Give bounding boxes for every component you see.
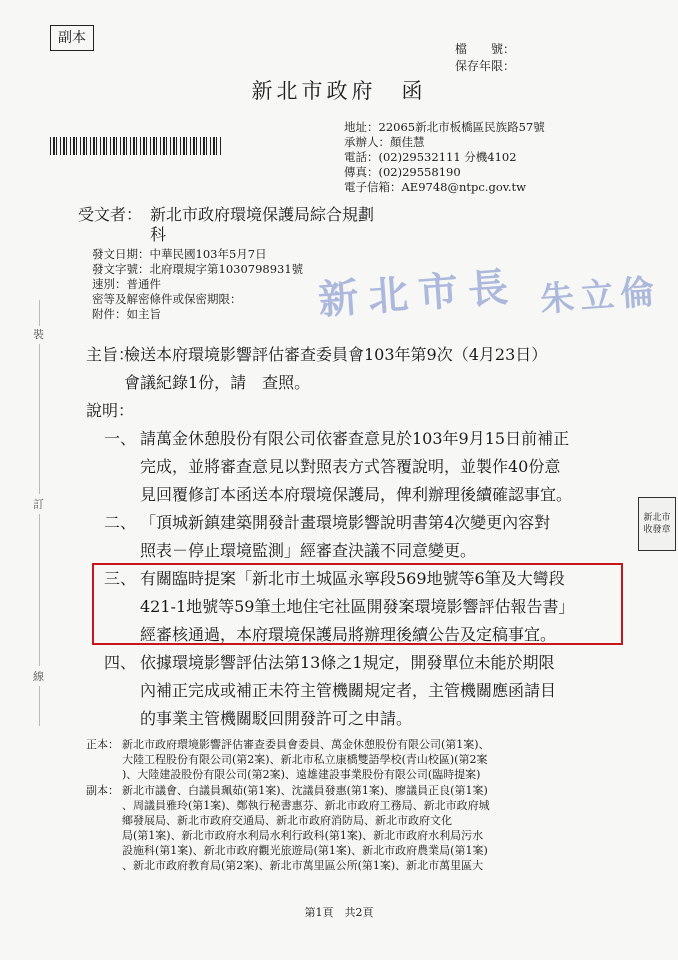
seal-mayor-name: 朱立倫: [538, 271, 662, 321]
stamp-char-1: 新: [643, 513, 653, 523]
handler: 承辦人：顏佳慧: [344, 135, 425, 149]
email: 電子信箱：AE9748@ntpc.gov.tw: [344, 180, 526, 194]
binding-line-bottom: [39, 686, 40, 726]
item-1-line-2: 完成，並將審查意見以對照表方式答覆說明，並製作40份意: [140, 457, 561, 476]
binding-line-mid-2: [39, 514, 40, 666]
explanation-label: 說明：: [86, 401, 135, 420]
item-2-number: 二、: [104, 513, 137, 532]
fax: 傳真：(02)29558190: [344, 165, 461, 179]
item-3-line-3: 經審核通過，本府環境保護局將辦理後續公告及定稿事宜。: [140, 625, 557, 644]
item-1-number: 一、: [104, 429, 137, 448]
subject-line-2: 會議紀錄1份，請 查照。: [124, 373, 311, 392]
file-number-label: 檔 號：: [455, 42, 516, 56]
cc-main-line-2: 大陸工程股份有限公司(第2案)、新北市私立康橋雙語學校(青山校區)(第2案: [122, 753, 488, 766]
cc-copy-line-4: 局(第1案)、新北市政府水利局水利行政科(第1案)、新北市政府水利局污水: [122, 829, 484, 842]
stamp-char-4: 收: [643, 525, 653, 535]
speed-category: 速別：普通件: [92, 277, 161, 291]
item-3-line-2: 421-1地號等59筆土地住宅社區開發案環境影響評估報告書」: [140, 597, 575, 616]
cc-main-line-3: )、大陸建設股份有限公司(第2案)、遠雄建設事業股份有限公司(臨時提案): [122, 768, 481, 781]
item-4-number: 四、: [104, 653, 137, 672]
stamp-char-5: 發: [652, 525, 662, 535]
copy-stamp: 副本: [50, 25, 94, 51]
cc-copy-line-2: 、周議員雅玲(第1案)、鄭執行秘書惠芬、新北市政府工務局、新北市政府城: [122, 799, 490, 812]
item-2-line-1: 「頂城新鎮建築開發計畫環境影響說明書第4次變更內容對: [140, 513, 551, 532]
binding-mark-2: 訂: [33, 498, 44, 511]
item-4-line-3: 的事業主管機關駁回開發許可之申請。: [140, 709, 413, 728]
stamp-char-2: 北: [652, 513, 662, 523]
cc-copy-line-6: 、新北市政府教育局(第2案)、新北市萬里區公所(第1案)、新北市萬里區大: [122, 859, 484, 872]
page-number: 第1頁 共2頁: [304, 906, 374, 919]
issue-date: 發文日期：中華民國103年5月7日: [92, 247, 267, 261]
recipient-line-2: 科: [150, 225, 167, 244]
item-1-line-3: 見回覆修訂本函送本府環境保護局，俾利辦理後續確認事宜。: [140, 485, 573, 504]
item-3-line-1: 有關臨時提案「新北市土城區永寧段569地號等6筆及大彎段: [140, 569, 565, 588]
item-4-line-2: 內補正完成或補正未符主管機關規定者，主管機關應函請目: [140, 681, 557, 700]
recipient-label: 受文者：: [78, 205, 143, 224]
stamp-char-6: 章: [661, 525, 671, 535]
attachment: 附件：如主旨: [92, 307, 161, 321]
item-4-line-1: 依據環境影響評估法第13條之1規定，開發單位未能於期限: [140, 653, 555, 672]
cc-copy-line-5: 設施科(第1案)、新北市政府觀光旅遊局(第1案)、新北市政府農業局(第1案): [122, 844, 488, 857]
item-3-number: 三、: [104, 569, 137, 588]
document-number: 發文字號：北府環規字第1030798931號: [92, 262, 304, 276]
document-title: 新北市政府 函: [251, 79, 427, 103]
subject-line-1: 檢送本府環境影響評估審查委員會103年第9次（4月23日）: [124, 345, 548, 364]
subject-label: 主旨：: [86, 345, 135, 364]
item-2-line-2: 照表－停止環境監測」經審查決議不同意變更。: [140, 541, 477, 560]
binding-line-mid-1: [39, 344, 40, 494]
cc-copy-line-3: 鄉發展局、新北市政府交通局、新北市政府消防局、新北市政府文化: [122, 814, 452, 827]
address: 地址：22065新北市板橋區民族路57號: [344, 120, 545, 134]
seal-mayor-title: 新北市長: [316, 263, 520, 324]
retention-label: 保存年限：: [455, 59, 516, 73]
secrecy-level: 密等及解密條件或保密期限：: [92, 292, 242, 306]
cc-main-label: 正本：: [86, 738, 119, 751]
stamp-char-3: 市: [661, 513, 671, 523]
cc-copy-label: 副本：: [86, 784, 119, 797]
item-1-line-1: 請萬金休憩股份有限公司依審查意見於103年9月15日前補正: [140, 429, 570, 448]
phone: 電話：(02)29532111 分機4102: [344, 150, 517, 164]
barcode: [50, 137, 222, 155]
cc-copy-line-1: 新北市議會、白議員珮茹(第1案)、沈議員發惠(第1案)、廖議員正良(第1案): [122, 784, 488, 797]
binding-line-top: [39, 300, 40, 326]
binding-mark-1: 裝: [33, 328, 44, 341]
binding-mark-3: 線: [33, 670, 44, 683]
cc-main-line-1: 新北市政府環境影響評估審查委員會委員、萬金休憩股份有限公司(第1案)、: [122, 738, 490, 751]
recipient-line-1: 新北市政府環境保護局綜合規劃: [150, 205, 375, 224]
receipt-stamp: [638, 497, 676, 551]
